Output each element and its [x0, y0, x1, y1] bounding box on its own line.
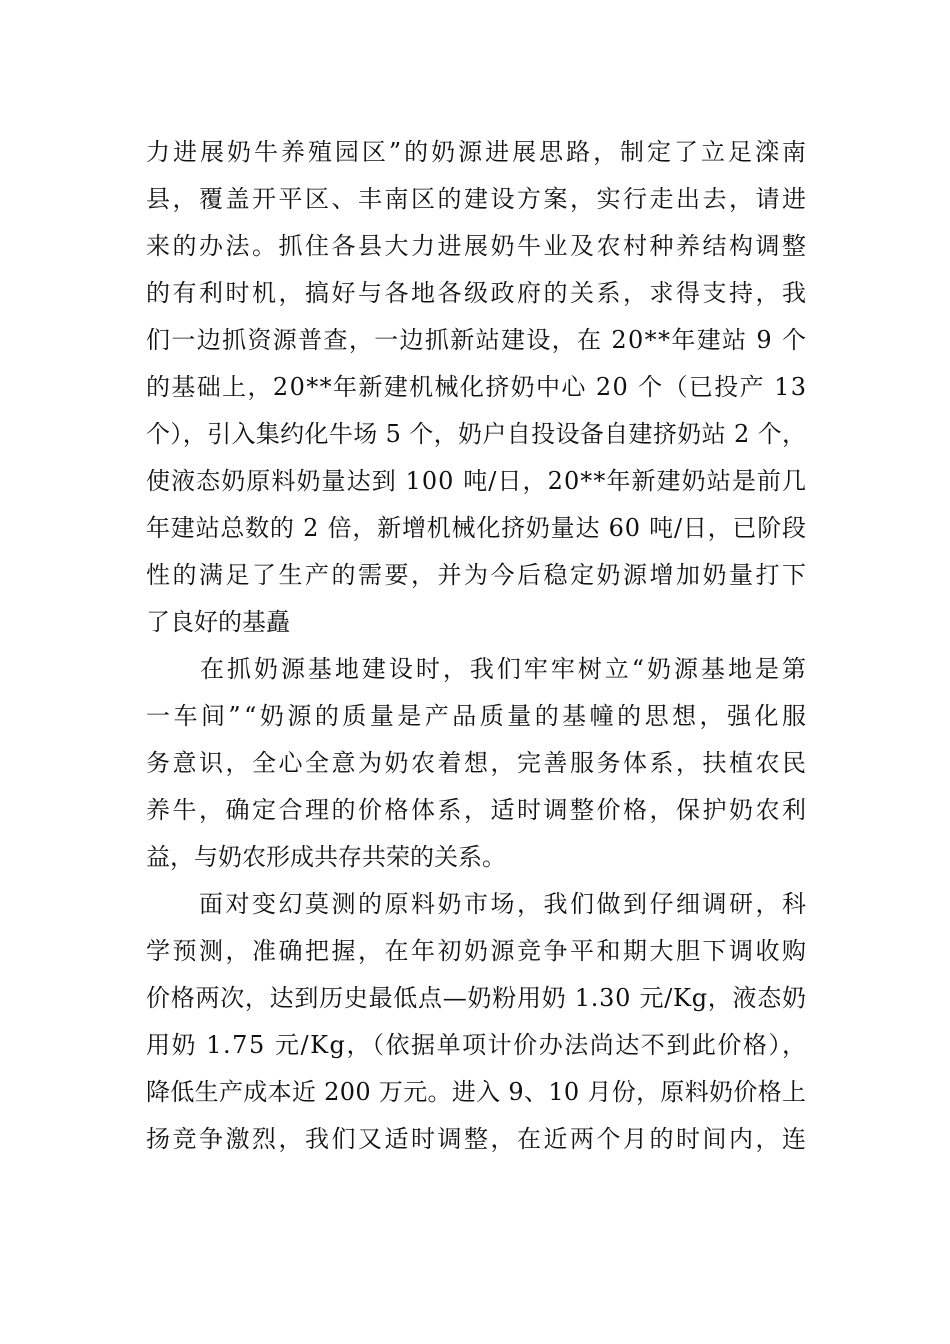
text-line: 来的办法。抓住各县大力进展奶牛业及农村种养结构调整 [146, 232, 809, 260]
text-line: 的有利时机，搞好与各地各级政府的关系，求得支持，我 [146, 279, 809, 307]
text-line: 在抓奶源基地建设时，我们牢牢树立“奶源基地是第 [146, 655, 809, 683]
text-line: 们一边抓资源普查，一边抓新站建设，在 20**年建站 9 个 [146, 326, 808, 354]
text-line: 使液态奶原料奶量达到 100 吨/日，20**年新建奶站是前几 [146, 467, 808, 495]
text-line: 力进展奶牛养殖园区”的奶源进展思路，制定了立足滦南 [146, 138, 809, 166]
text-line: 了良好的基矗 [146, 608, 290, 636]
text-line: 一车间”“奶源的质量是产品质量的基幢的思想，强化服 [146, 702, 810, 730]
text-line: 县，覆盖开平区、丰南区的建设方案，实行走出去，请进 [146, 185, 809, 213]
text-line: 务意识，全心全意为奶农着想，完善服务体系，扶植农民 [146, 749, 809, 777]
text-line: 的基础上，20**年新建机械化挤奶中心 20 个（已投产 13 [146, 373, 808, 401]
text-line: 面对变幻莫测的原料奶市场，我们做到仔细调研，科 [146, 890, 809, 918]
text-line: 用奶 1.75 元/Kg，（依据单项计价办法尚达不到此价格）， [146, 1031, 808, 1059]
text-line: 性的满足了生产的需要，并为今后稳定奶源增加奶量打下 [146, 561, 809, 589]
text-line: 养牛，确定合理的价格体系，适时调整价格，保护奶农利 [146, 796, 809, 824]
text-line: 个），引入集约化牛场 5 个，奶户自投设备自建挤奶站 2 个， [146, 420, 807, 448]
text-line: 扬竞争激烈，我们又适时调整，在近两个月的时间内，连 [146, 1125, 809, 1153]
text-line: 益，与奶农形成共存共荣的关系。 [146, 843, 506, 871]
text-line: 学预测，准确把握，在年初奶源竞争平和期大胆下调收购 [146, 937, 809, 965]
text-line: 降低生产成本近 200 万元。进入 9、10 月份，原料奶价格上 [146, 1078, 807, 1106]
text-line: 价格两次，达到历史最低点—奶粉用奶 1.30 元/Kg，液态奶 [146, 984, 807, 1012]
text-line: 年建站总数的 2 倍，新增机械化挤奶量达 60 吨/日，已阶段 [146, 514, 807, 542]
